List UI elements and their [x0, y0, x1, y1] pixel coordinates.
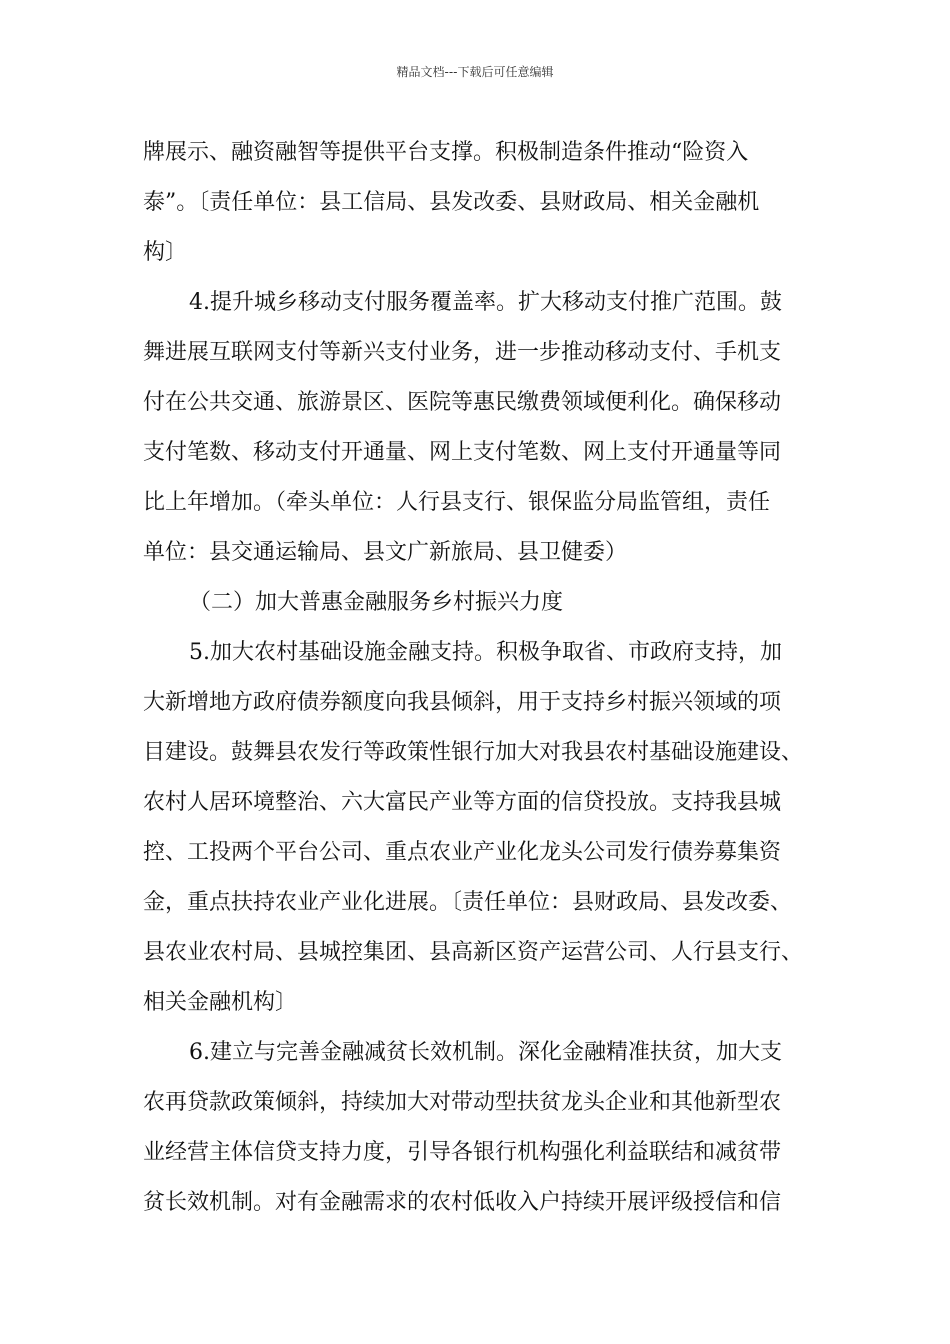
text-line: 支付笔数、移动支付开通量、网上支付笔数、网上支付开通量等同 [143, 440, 782, 465]
text-line: 业经营主体信贷支持力度，引导各银行机构强化利益联结和减贫带 [143, 1140, 782, 1165]
section-heading: （二）加大普惠金融服务乡村振兴力度 [189, 590, 564, 615]
text-line: 贫长效机制。对有金融需求的农村低收入户持续开展评级授信和信 [143, 1190, 782, 1215]
document-body [143, 128, 815, 1228]
page-header: 精品文档---下载后可任意编辑 [396, 65, 554, 79]
text-line: 舞进展互联网支付等新兴支付业务，进一步推动移动支付、手机支 [143, 340, 782, 365]
text-line: 牌展示、融资融智等提供平台支撑。积极制造条件推动“险资入 [143, 140, 749, 165]
paragraph-4-start: 4.提升城乡移动支付服务覆盖率。扩大移动支付推广范围。鼓 [189, 290, 782, 315]
text-line: 相关金融机构〕 [143, 990, 298, 1015]
text-line: 大新增地方政府债券额度向我县倾斜，用于支持乡村振兴领域的项 [143, 690, 782, 715]
text-line: 农村人居环境整治、六大富民产业等方面的信贷投放。支持我县城 [143, 790, 782, 815]
text-line: 单位：县交通运输局、县文广新旅局、县卫健委） [143, 540, 628, 565]
text-line: 付在公共交通、旅游景区、医院等惠民缴费领域便利化。确保移动 [143, 390, 782, 415]
text-line: 农再贷款政策倾斜，持续加大对带动型扶贫龙头企业和其他新型农 [143, 1090, 782, 1115]
text-line: 比上年增加。（牵头单位：人行县支行、银保监分局监管组，责任 [143, 490, 771, 515]
text-line: 县农业农村局、县城控集团、县高新区资产运营公司、人行县支行、 [143, 940, 804, 965]
paragraph-6-start: 6.建立与完善金融减贫长效机制。深化金融精准扶贫，加大支 [189, 1040, 782, 1065]
text-line: 构〕 [143, 240, 188, 265]
paragraph-5-start: 5.加大农村基础设施金融支持。积极争取省、市政府支持，加 [189, 640, 782, 665]
text-line: 泰”。〔责任单位：县工信局、县发改委、县财政局、相关金融机 [143, 190, 760, 215]
text-line: 控、工投两个平台公司、重点农业产业化龙头公司发行债券募集资 [143, 840, 782, 865]
text-line: 目建设。鼓舞县农发行等政策性银行加大对我县农村基础设施建设、 [143, 740, 804, 765]
text-line: 金，重点扶持农业产业化进展。〔责任单位：县财政局、县发改委、 [143, 890, 793, 915]
